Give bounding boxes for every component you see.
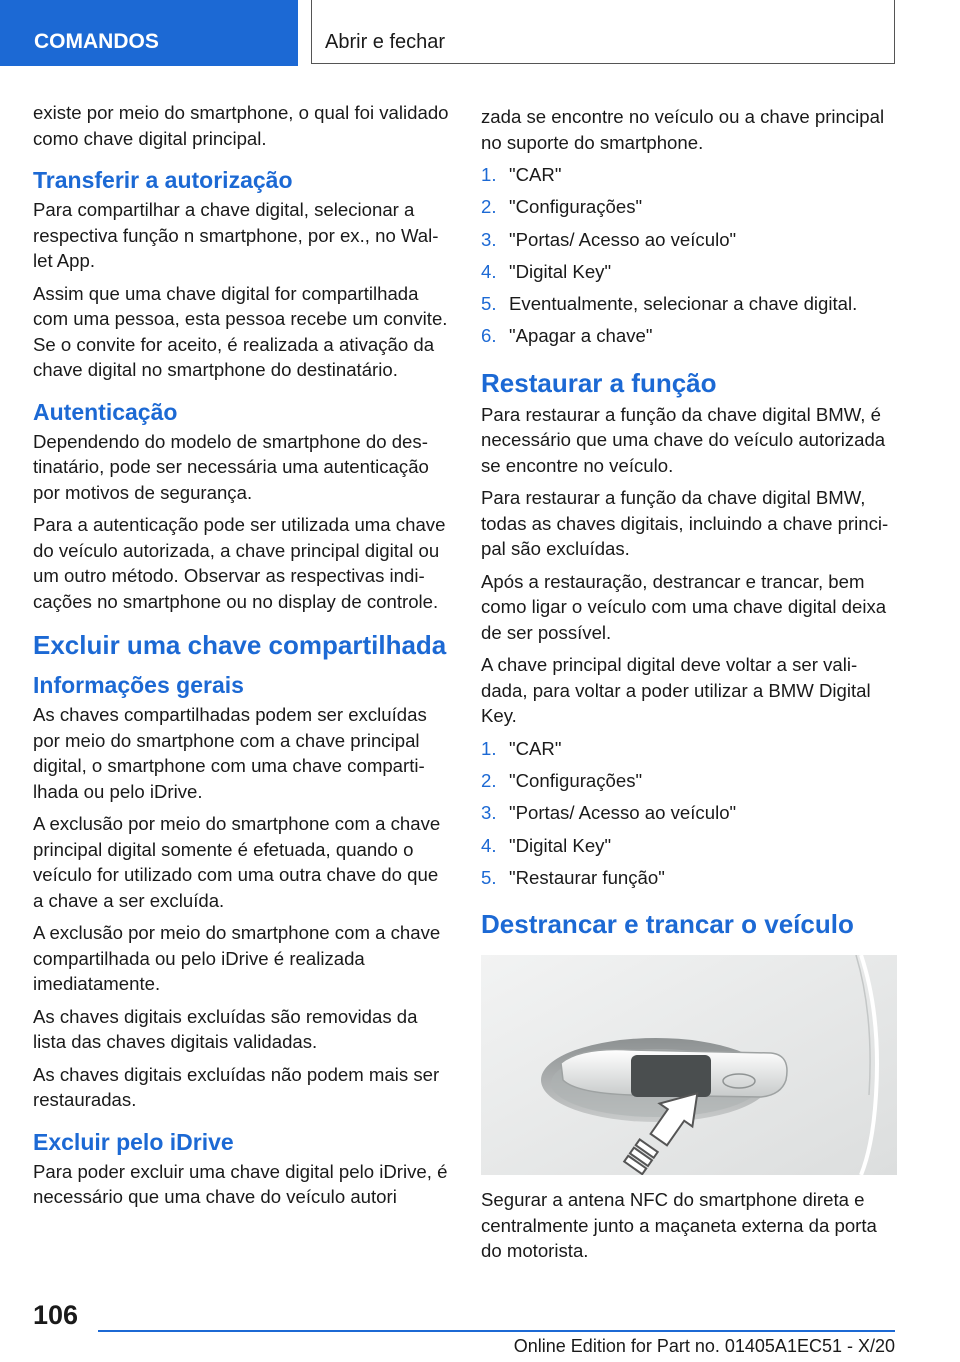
paragraph: Para compartilhar a chave digital, selecionar a respectiva função n smartphone, por ex., no Wallet App. [33, 199, 439, 271]
paragraph: Para poder excluir uma chave digital pelo iDrive, é necessário que uma chave do veículo autori [33, 1160, 448, 1207]
paragraph: Para a autenticação pode ser utilizada uma chave do veículo autorizada, a chave principal digital ou um outro método. Observar as respectivas indicações no smartphone ou no display de controle. [33, 514, 446, 612]
heading-authentication: Autenticação [33, 398, 178, 425]
list-item: 4. "Digital Key" [481, 834, 612, 856]
list-item: 2. "Configurações" [481, 770, 643, 792]
list-item: 1. "CAR" [481, 164, 562, 185]
list-item: 5. Eventualmente, selecionar a chave digital. [481, 293, 858, 315]
list-item: 3. "Portas/ Acesso ao veículo" [481, 228, 737, 250]
paragraph: Para restaurar a função da chave digital BMW, é necessário que uma chave do veículo autorizada se encontre no veículo. [481, 403, 886, 476]
paragraph: A exclusão por meio do smartphone com a chave principal digital somente é efetuada, quando o veículo for utilizado com uma outra chave do que a chave a ser excluída. [33, 813, 441, 911]
list-item: 5. "Restaurar função" [481, 866, 665, 888]
list-item: 3. "Portas/ Acesso ao veículo" [481, 802, 737, 824]
footer-edition: Online Edition for Part no. 01405A1EC51 - X/20 [513, 1336, 895, 1356]
paragraph: Dependendo do modelo de smartphone do destinatário, pode ser necessária uma autenticação por motivos de segurança. [33, 430, 429, 503]
list-item: 2. "Configurações" [481, 196, 643, 218]
paragraph: Assim que uma chave digital for compartilhada com uma pessoa, esta pessoa recebe um convite. Se o convite for aceito, é realizada a ativação da chave digital no smartphone do destinatário. [33, 282, 448, 380]
heading-transfer: Transferir a autorização [33, 167, 293, 193]
paragraph: existe por meio do smartphone, o qual foi validado como chave digital principal. [33, 102, 449, 149]
page-number: 106 [33, 1300, 79, 1330]
paragraph: zada se encontre no veículo ou a chave principal no suporte do smartphone. [481, 106, 885, 153]
right-column [481, 104, 897, 1271]
section-title: Abrir e fechar [325, 31, 446, 53]
heading-general-info: Informações gerais [33, 672, 244, 698]
list-item: 6. "Apagar a chave" [481, 325, 653, 347]
list-item: 1. "CAR" [481, 737, 562, 759]
paragraph: As chaves compartilhadas podem ser excluídas por meio do smartphone com a chave principal digital, o smartphone com uma chave compartilhada ou pelo iDrive. [33, 704, 427, 802]
paragraph: As chaves digitais excluídas são removidas da lista das chaves digitais validadas. [33, 1005, 418, 1052]
paragraph: Segurar a antena NFC do smartphone direta e centralmente junto a maçaneta externa da porta do motorista. [481, 1189, 877, 1262]
heading-restore-function: Restaurar a função [481, 367, 717, 398]
list-item: 4. "Digital Key" [481, 260, 612, 282]
heading-delete-shared-key: Excluir uma chave compartilhada [33, 630, 447, 660]
footer-divider [98, 1330, 895, 1332]
heading-lock-unlock: Destrancar e trancar o veículo [481, 909, 854, 940]
door-handle-illustration [481, 955, 897, 1175]
paragraph: As chaves digitais excluídas não podem mais ser restauradas. [33, 1063, 440, 1110]
steps-list-delete [481, 162, 897, 356]
section-header [311, 0, 895, 64]
left-column [33, 100, 449, 1217]
steps-list-restore [481, 736, 897, 897]
paragraph: A chave principal digital deve voltar a ser validada, para voltar a poder utilizar a BMW Digital Key. [481, 654, 871, 727]
heading-delete-idrive: Excluir pelo iDrive [33, 1128, 234, 1155]
chapter-tab [0, 0, 298, 66]
paragraph: Para restaurar a função da chave digital BMW, todas as chaves digitais, incluindo a chave principal são excluídas. [481, 487, 889, 560]
door-handle-nfc-icon [481, 955, 897, 1175]
paragraph: Após a restauração, destrancar e trancar, bem como ligar o veículo com uma chave digital deixa de ser possível. [481, 570, 887, 643]
chapter-title: COMANDOS [34, 30, 159, 53]
paragraph: A exclusão por meio do smartphone com a chave compartilhada ou pelo iDrive é realizada imediatamente. [33, 922, 441, 994]
